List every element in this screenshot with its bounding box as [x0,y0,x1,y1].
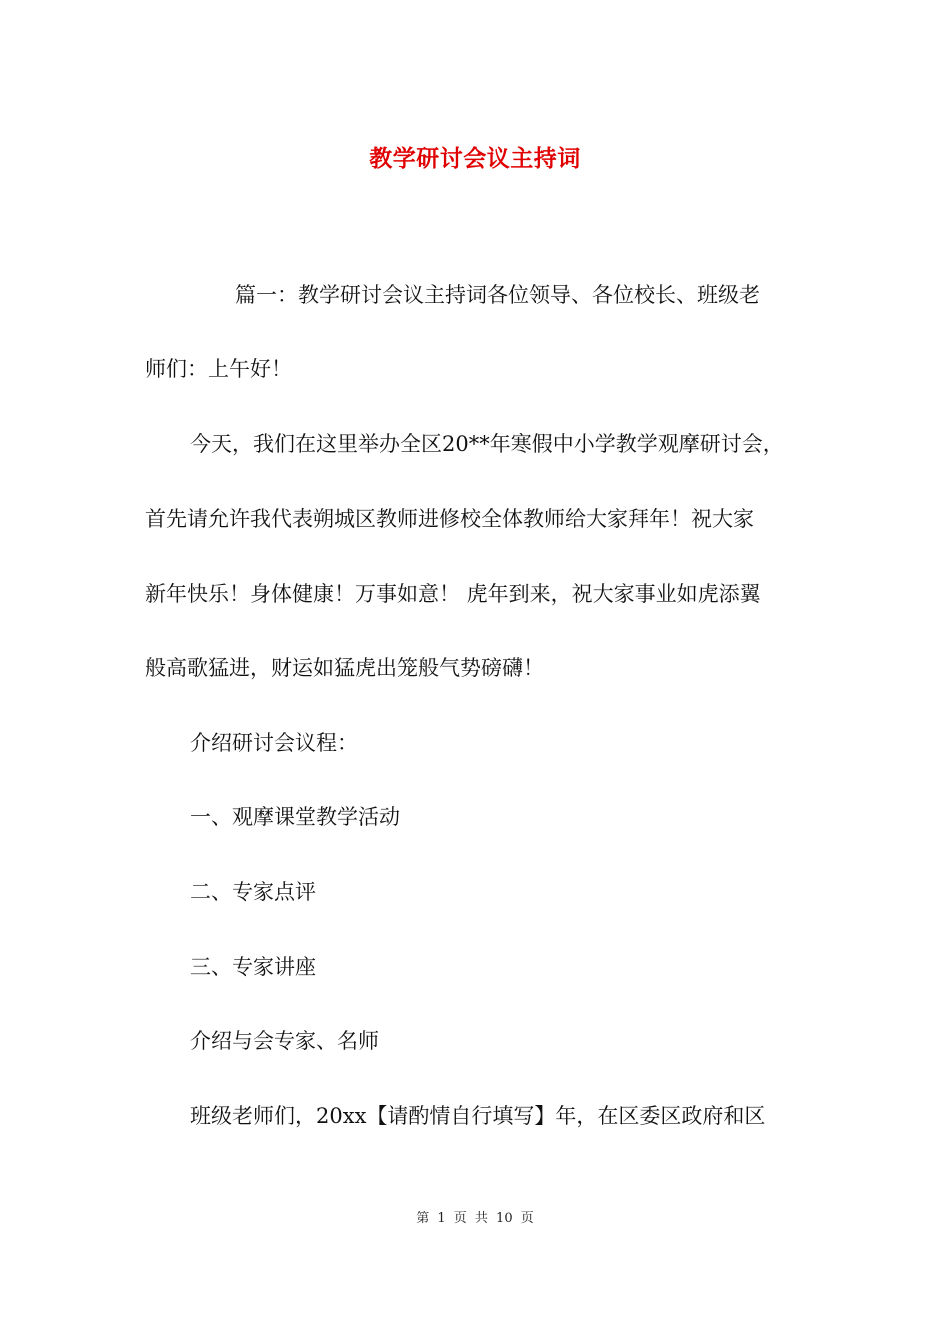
paragraph-line: 般高歌猛进，财运如猛虎出笼般气势磅礴！ [145,656,544,680]
paragraph-line: 班级老师们，20xx【请酌情自行填写】年，在区委区政府和区 [190,1104,766,1128]
paragraph-line: 今天，我们在这里举办全区20**年寒假中小学教学观摩研讨会， [190,432,784,456]
paragraph-line: 介绍与会专家、名师 [190,1029,379,1053]
paragraph-line: 首先请允许我代表朔城区教师进修校全体教师给大家拜年！祝大家 [145,507,754,531]
list-item: 三、专家讲座 [190,955,316,979]
paragraph-line: 新年快乐！身体健康！万事如意！ 虎年到来，祝大家事业如虎添翼 [145,582,761,606]
paragraph-line: 篇一：教学研讨会议主持词各位领导、各位校长、班级老 [235,283,760,307]
paragraph-line: 介绍研讨会议程： [190,731,358,755]
list-item: 一、观摩课堂教学活动 [190,805,400,829]
paragraph-line: 师们：上午好！ [145,357,292,381]
page-footer: 第 1 页 共 10 页 [416,1211,534,1226]
list-item: 二、专家点评 [190,880,316,904]
document-title: 教学研讨会议主持词 [369,145,581,172]
